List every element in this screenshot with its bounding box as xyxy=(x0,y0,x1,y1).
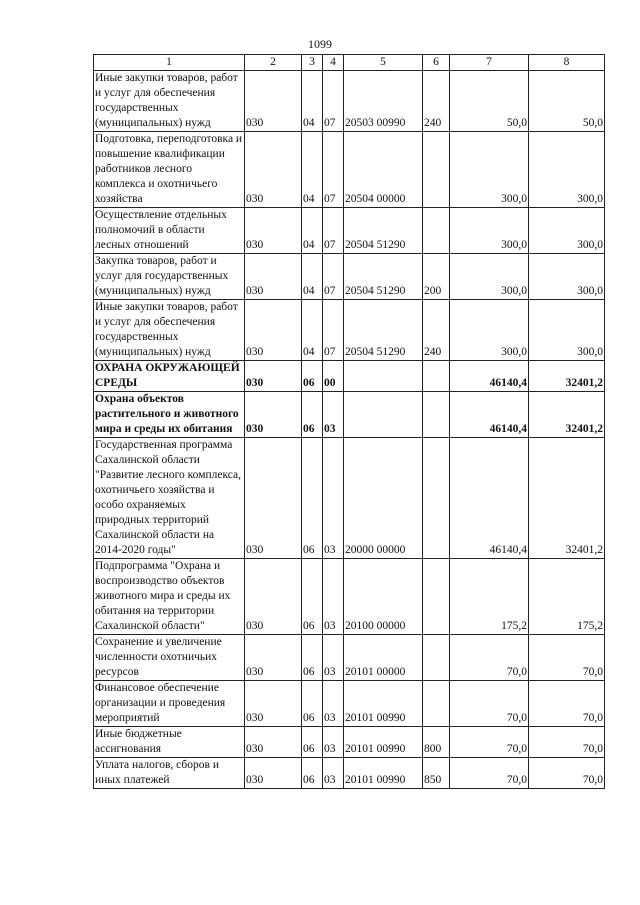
section-cell: 06 xyxy=(302,727,323,758)
admin-code-cell: 030 xyxy=(245,559,302,635)
target-article-cell: 20101 00990 xyxy=(344,727,423,758)
amount-col8-cell: 32401,2 xyxy=(529,438,605,559)
expense-type-cell: 240 xyxy=(423,300,450,361)
amount-col7-cell: 70,0 xyxy=(450,758,529,789)
expense-type-cell: 800 xyxy=(423,727,450,758)
target-article-cell: 20101 00990 xyxy=(344,681,423,727)
expense-type-cell xyxy=(423,208,450,254)
section-cell: 06 xyxy=(302,392,323,438)
admin-code-cell: 030 xyxy=(245,208,302,254)
section-cell: 04 xyxy=(302,71,323,132)
expense-type-cell: 200 xyxy=(423,254,450,300)
amount-col8-cell: 32401,2 xyxy=(529,361,605,392)
budget-table xyxy=(93,54,605,789)
section-cell: 04 xyxy=(302,208,323,254)
admin-code-cell: 030 xyxy=(245,438,302,559)
table-row xyxy=(94,132,605,208)
amount-col7-cell: 50,0 xyxy=(450,71,529,132)
amount-col7-cell: 46140,4 xyxy=(450,392,529,438)
column-header: 5 xyxy=(344,55,423,71)
amount-col8-cell: 32401,2 xyxy=(529,392,605,438)
table-row xyxy=(94,361,605,392)
expense-type-cell xyxy=(423,681,450,727)
column-header: 7 xyxy=(450,55,529,71)
table-row xyxy=(94,208,605,254)
row-name-cell: Иные закупки товаров, работ и услуг для обеспечения государственных (муниципальных) нужд xyxy=(94,71,245,132)
amount-col8-cell: 70,0 xyxy=(529,727,605,758)
page-number: 1099 xyxy=(308,37,332,51)
admin-code-cell: 030 xyxy=(245,635,302,681)
amount-col8-cell: 300,0 xyxy=(529,132,605,208)
section-cell: 06 xyxy=(302,681,323,727)
table-row xyxy=(94,71,605,132)
column-header: 4 xyxy=(323,55,344,71)
admin-code-cell: 030 xyxy=(245,254,302,300)
expense-type-cell xyxy=(423,361,450,392)
target-article-cell: 20504 51290 xyxy=(344,208,423,254)
row-name-cell: Государственная программа Сахалинской области "Развитие лесного комплекса, охотничьего хозяйства и особо охраняемых природных территорий Сахалинской области на 2014-2020 годы" xyxy=(94,438,245,559)
section-cell: 06 xyxy=(302,361,323,392)
amount-col8-cell: 300,0 xyxy=(529,300,605,361)
row-name-cell: Сохранение и увеличение численности охотничьих ресурсов xyxy=(94,635,245,681)
target-article-cell: 20101 00000 xyxy=(344,635,423,681)
subsection-cell: 03 xyxy=(323,559,344,635)
row-name-cell: Иные закупки товаров, работ и услуг для обеспечения государственных (муниципальных) нужд xyxy=(94,300,245,361)
admin-code-cell: 030 xyxy=(245,758,302,789)
expense-type-cell xyxy=(423,635,450,681)
expense-type-cell xyxy=(423,132,450,208)
section-cell: 06 xyxy=(302,559,323,635)
amount-col7-cell: 46140,4 xyxy=(450,438,529,559)
row-name-cell: Закупка товаров, работ и услуг для государственных (муниципальных) нужд xyxy=(94,254,245,300)
row-name-cell: Уплата налогов, сборов и иных платежей xyxy=(94,758,245,789)
amount-col7-cell: 70,0 xyxy=(450,635,529,681)
admin-code-cell: 030 xyxy=(245,392,302,438)
target-article-cell xyxy=(344,361,423,392)
section-cell: 04 xyxy=(302,300,323,361)
table-row xyxy=(94,254,605,300)
amount-col7-cell: 300,0 xyxy=(450,208,529,254)
row-name-cell: Подготовка, переподготовка и повышение квалификации работников лесного комплекса и охотничьего хозяйства xyxy=(94,132,245,208)
target-article-cell: 20100 00000 xyxy=(344,559,423,635)
subsection-cell: 07 xyxy=(323,254,344,300)
row-name-cell: Иные бюджетные ассигнования xyxy=(94,727,245,758)
subsection-cell: 00 xyxy=(323,361,344,392)
subsection-cell: 07 xyxy=(323,132,344,208)
table-row xyxy=(94,727,605,758)
amount-col7-cell: 70,0 xyxy=(450,681,529,727)
section-cell: 06 xyxy=(302,635,323,681)
amount-col7-cell: 175,2 xyxy=(450,559,529,635)
admin-code-cell: 030 xyxy=(245,681,302,727)
header-row xyxy=(94,55,605,71)
target-article-cell: 20504 00000 xyxy=(344,132,423,208)
subsection-cell: 07 xyxy=(323,71,344,132)
section-cell: 06 xyxy=(302,758,323,789)
amount-col7-cell: 300,0 xyxy=(450,132,529,208)
target-article-cell: 20503 00990 xyxy=(344,71,423,132)
expense-type-cell: 850 xyxy=(423,758,450,789)
target-article-cell xyxy=(344,392,423,438)
table-row xyxy=(94,559,605,635)
amount-col7-cell: 70,0 xyxy=(450,727,529,758)
section-cell: 04 xyxy=(302,132,323,208)
target-article-cell: 20000 00000 xyxy=(344,438,423,559)
amount-col8-cell: 50,0 xyxy=(529,71,605,132)
subsection-cell: 07 xyxy=(323,300,344,361)
target-article-cell: 20504 51290 xyxy=(344,254,423,300)
subsection-cell: 03 xyxy=(323,635,344,681)
expense-type-cell xyxy=(423,438,450,559)
admin-code-cell: 030 xyxy=(245,727,302,758)
subsection-cell: 03 xyxy=(323,438,344,559)
column-header: 2 xyxy=(245,55,302,71)
amount-col8-cell: 70,0 xyxy=(529,681,605,727)
row-name-cell: Подпрограмма "Охрана и воспроизводство объектов животного мира и среды их обитания на территории Сахалинской области" xyxy=(94,559,245,635)
row-name-cell: Осуществление отдельных полномочий в области лесных отношений xyxy=(94,208,245,254)
row-name-cell: ОХРАНА ОКРУЖАЮЩЕЙ СРЕДЫ xyxy=(94,361,245,392)
table-row xyxy=(94,635,605,681)
amount-col7-cell: 46140,4 xyxy=(450,361,529,392)
subsection-cell: 03 xyxy=(323,681,344,727)
row-name-cell: Охрана объектов растительного и животного мира и среды их обитания xyxy=(94,392,245,438)
table-row xyxy=(94,681,605,727)
row-name-cell: Финансовое обеспечение организации и проведения мероприятий xyxy=(94,681,245,727)
subsection-cell: 07 xyxy=(323,208,344,254)
column-header: 6 xyxy=(423,55,450,71)
table-row xyxy=(94,300,605,361)
subsection-cell: 03 xyxy=(323,758,344,789)
table-row xyxy=(94,392,605,438)
target-article-cell: 20101 00990 xyxy=(344,758,423,789)
admin-code-cell: 030 xyxy=(245,71,302,132)
column-header: 8 xyxy=(529,55,605,71)
table-body xyxy=(94,71,605,789)
admin-code-cell: 030 xyxy=(245,132,302,208)
table-row xyxy=(94,438,605,559)
amount-col8-cell: 70,0 xyxy=(529,635,605,681)
section-cell: 06 xyxy=(302,438,323,559)
section-cell: 04 xyxy=(302,254,323,300)
amount-col7-cell: 300,0 xyxy=(450,254,529,300)
column-header: 3 xyxy=(302,55,323,71)
table-row xyxy=(94,758,605,789)
amount-col8-cell: 300,0 xyxy=(529,254,605,300)
expense-type-cell: 240 xyxy=(423,71,450,132)
target-article-cell: 20504 51290 xyxy=(344,300,423,361)
admin-code-cell: 030 xyxy=(245,361,302,392)
subsection-cell: 03 xyxy=(323,727,344,758)
subsection-cell: 03 xyxy=(323,392,344,438)
expense-type-cell xyxy=(423,392,450,438)
amount-col8-cell: 70,0 xyxy=(529,758,605,789)
amount-col7-cell: 300,0 xyxy=(450,300,529,361)
admin-code-cell: 030 xyxy=(245,300,302,361)
expense-type-cell xyxy=(423,559,450,635)
amount-col8-cell: 300,0 xyxy=(529,208,605,254)
column-header: 1 xyxy=(94,55,245,71)
amount-col8-cell: 175,2 xyxy=(529,559,605,635)
